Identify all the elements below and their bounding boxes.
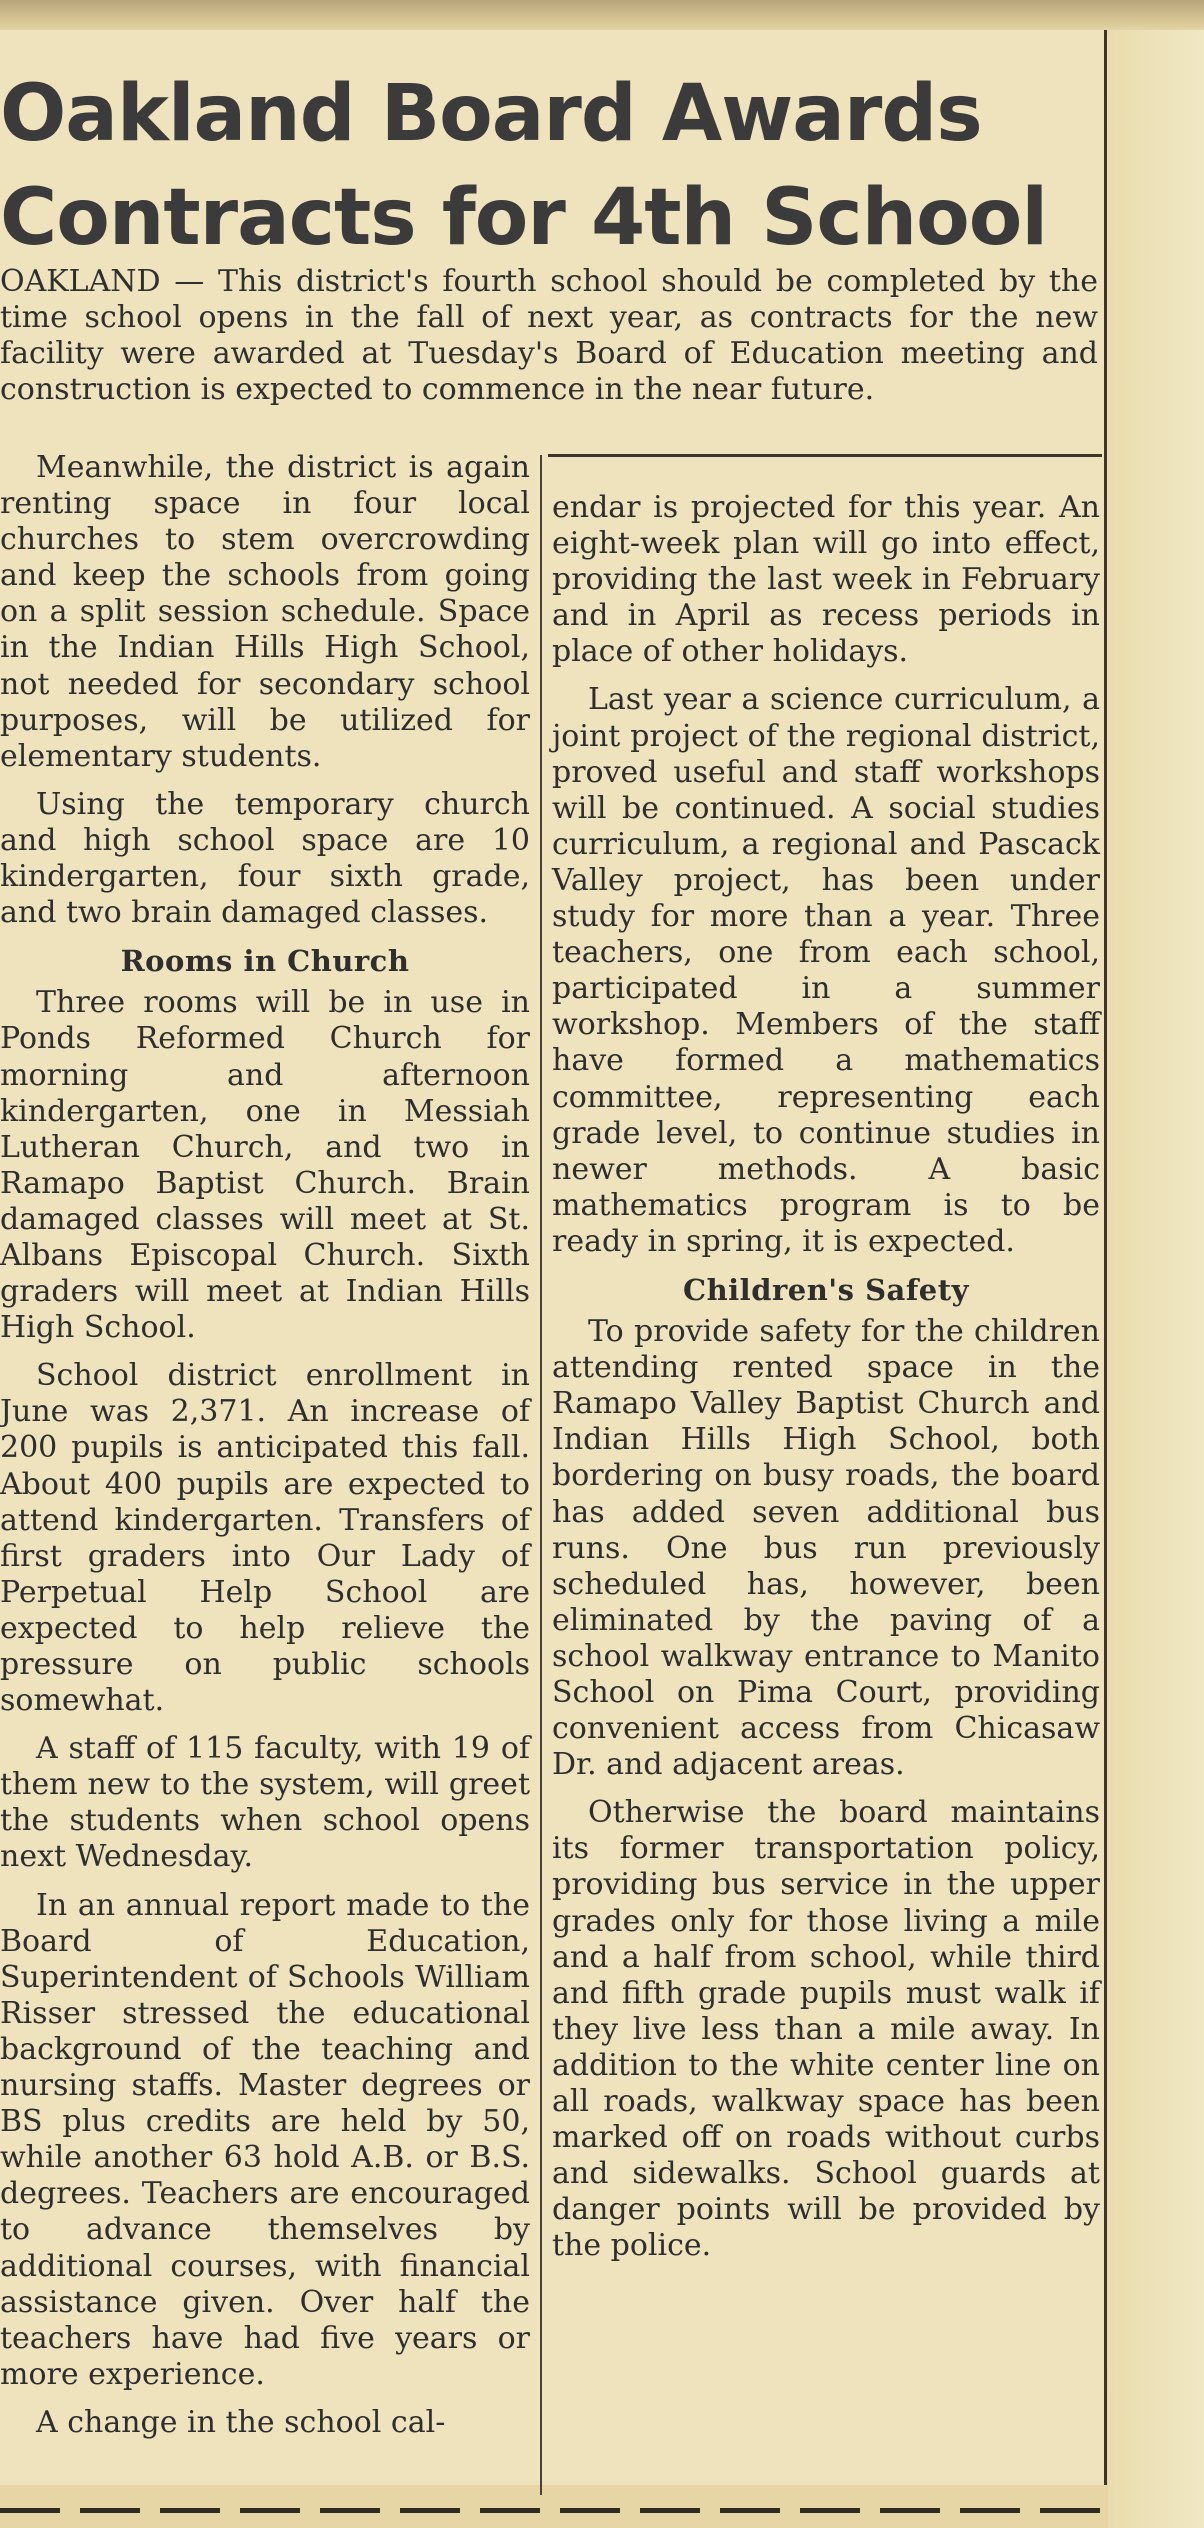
left-paragraph-3: Three rooms will be in use in Ponds Reformed Church for morning and afternoon kindergarten, one in Messiah Lutheran Church, and two in Ramapo Baptist Church. Brain damaged classes will meet at St. Albans Episcopal Church. Sixth graders will meet at Indian Hills High School. — [0, 985, 530, 1346]
left-paragraph-5: A staff of 115 faculty, with 19 of them new to the system, will greet the students when school opens next Wednesday. — [0, 1731, 530, 1875]
headline-line-1: Oakland Board Awards — [0, 69, 982, 159]
column-divider — [540, 455, 542, 2495]
headline — [0, 62, 1060, 270]
subhead-rooms-in-church: Rooms in Church — [120, 944, 410, 979]
right-paragraph-1: endar is projected for this year. An eight-week plan will go into effect, providing the last week in February and in April as recess periods in place of other holidays. — [552, 490, 1100, 670]
right-paragraph-3: To provide safety for the children attending rented space in the Ramapo Valley Baptist Church and Indian Hills High School, both bordering on busy roads, the board has added seven additional bus runs. One bus run previously scheduled has, however, been eliminated by the paving of a school walkway entrance to Manito School on Pima Court, providing convenient access from Chicasaw Dr. and adjacent areas. — [552, 1314, 1100, 1783]
left-column — [0, 450, 530, 2453]
left-paragraph-7: A change in the school cal- — [36, 2404, 446, 2440]
right-paragraph-2: Last year a science curriculum, a joint project of the regional district, proved useful and staff workshops will be continued. A social studies curriculum, a regional and Pascack Valley project, has been under study for more than a year. Three teachers, one from each school, participated in a summer workshop. Members of the staff have formed a mathematics committee, representing each grade level, to continue studies in newer methods. A basic mathematics program is to be ready in spring, it is expected. — [552, 682, 1100, 1259]
subhead-childrens-safety: Children's Safety — [683, 1272, 969, 1307]
left-paragraph-1: Meanwhile, the district is again renting space in four local churches to stem overcrowding and keep the schools from going on a split session schedule. Space in the Indian Hills High School, not needed for secondary school purposes, will be utilized for elementary students. — [0, 450, 530, 774]
clipping — [0, 30, 1107, 2485]
left-paragraph-4: School district enrollment in June was 2,371. An increase of 200 pupils is anticipated this fall. About 400 pupils are expected to attend kindergarten. Transfers of first graders into Our Lady of Perpetual Help School are expected to help relieve the pressure on public schools somewhat. — [0, 1358, 530, 1719]
left-paragraph-6: In an annual report made to the Board of Education, Superintendent of Schools William Risser stressed the educational background of the teaching and nursing staffs. Master degrees or BS plus credits are held by 50, while another 63 hold A.B. or B.S. degrees. Teachers are encouraged to advance themselves by additional courses, with financial assistance given. Over half the teachers have had five years or more experience. — [0, 1887, 530, 2392]
headline-line-2: Contracts for 4th School — [0, 173, 1048, 263]
right-column — [552, 490, 1100, 2277]
paper-margin-strip — [1108, 30, 1204, 2528]
right-paragraph-4: Otherwise the board maintains its former transportation policy, providing bus service in the upper grades only for those living a mile and a half from school, while third and fifth grade pupils must walk if they live less than a mile away. In addition to the white center line on all roads, walkway space has been marked off on roads without curbs and sidewalks. School guards at danger points will be provided by the police. — [552, 1795, 1100, 2264]
lead-paragraph: OAKLAND — This district's fourth school should be completed by the time school opens in the fall of next year, as contracts for the new facility were awarded at Tuesday's Board of Education meeting and construction is expected to commence in the near future. — [0, 264, 1098, 407]
left-paragraph-2: Using the temporary church and high school space are 10 kindergarten, four sixth grade, and two brain damaged classes. — [0, 786, 530, 931]
column-top-rule — [548, 454, 1102, 457]
bottom-rule — [0, 2508, 1104, 2513]
